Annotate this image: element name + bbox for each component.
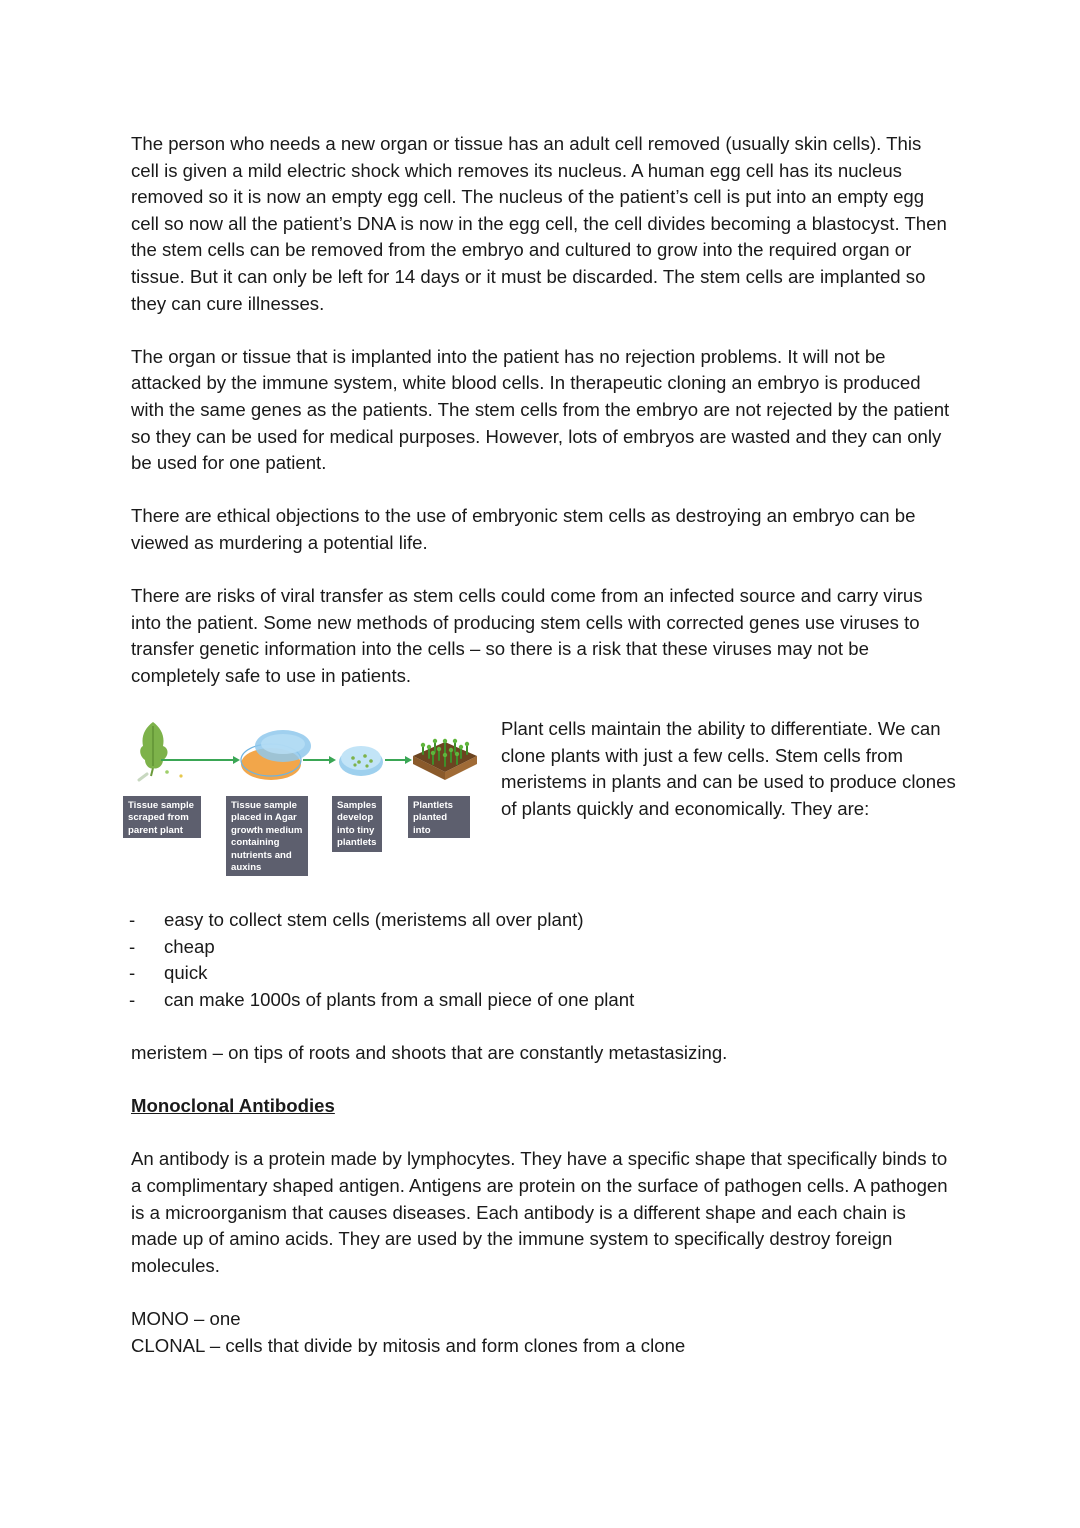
document-page: [128, 131, 956, 1359]
compost-tray-icon: [413, 739, 477, 780]
plant-cloning-illustration: [123, 716, 493, 796]
diagram-label-step-3: Samples develop into tiny plantlets: [332, 796, 382, 852]
paragraph-plant-cloning: Plant cells maintain the ability to differentiate. We can clone plants with just a few cells. Stem cells from meristems in plants and can be used to produce clones of plants quickly and economically. They are:: [501, 718, 956, 819]
bullet-dash: -: [129, 988, 136, 1010]
list-item: [131, 907, 951, 934]
list-item-text: cheap: [164, 935, 215, 957]
petri-dish-plantlets-icon: [339, 746, 383, 776]
list-item-text: quick: [164, 962, 208, 984]
meristem-definition: meristem – on tips of roots and shoots that are constantly metastasizing.: [131, 1042, 728, 1064]
paragraph-antibodies: An antibody is a protein made by lymphocytes. They have a specific shape that specifically binds to a complimentary shaped antigen. Antigens are protein on the surface of pathogen cells. A pathogen is a microorganism that causes diseases. Each antibody is a different shape and each chain is made up of amino acids. They are used by the immune system to specifically destroy foreign molecules.: [131, 1148, 948, 1276]
definition-mono: MONO – one: [131, 1307, 241, 1329]
bullet-dash: -: [129, 935, 136, 957]
paragraph-rejection: The organ or tissue that is implanted into the patient has no rejection problems. It will not be attacked by the immune system, white blood cells. In therapeutic cloning an embryo is produced with the same genes as the patients. The stem cells from the embryo are not rejected by the patient so they can be used for medical purposes. However, lots of embryos are wasted and they can only be used for one patient.: [131, 345, 950, 474]
plant-cloning-diagram: [123, 716, 493, 881]
plant-cloning-section: [128, 716, 956, 881]
diagram-label-step-1: Tissue sample scraped from parent plant: [123, 796, 201, 838]
list-item: [131, 934, 951, 961]
arrow-icon: [385, 756, 412, 764]
diagram-label-step-4: Plantlets planted into compost: [408, 796, 470, 838]
paragraph-ethical-objections: There are ethical objections to the use of embryonic stem cells as destroying an embryo can be viewed as murdering a potential life.: [131, 505, 916, 553]
paragraph-therapeutic-cloning: The person who needs a new organ or tissue has an adult cell removed (usually skin cells). This cell is given a mild electric shock which removes its nucleus. A human egg cell has its nucleus removed so it is now an empty egg cell. The nucleus of the patient’s cell is put into an empty egg cell so now all the patient’s DNA is now in the egg cell, the cell divides becoming a blastocyst. Then the stem cells can be removed from the embryo and cultured to grow into the required organ or tissue. But it can only be left for 14 days or it must be discarded. The stem cells are implanted so they can cure illnesses.: [131, 133, 947, 314]
bullet-dash: -: [129, 909, 136, 931]
list-item-text: easy to collect stem cells (meristems all over plant): [164, 909, 584, 931]
list-item: [131, 987, 951, 1014]
bullet-dash: -: [129, 962, 136, 984]
list-item: [131, 960, 951, 987]
section-heading-monoclonal-antibodies: Monoclonal Antibodies: [131, 1095, 335, 1117]
petri-dish-agar-icon: [241, 730, 311, 780]
list-item-text: can make 1000s of plants from a small piece of one plant: [164, 988, 635, 1010]
leaf-icon: [139, 722, 183, 780]
arrow-icon: [161, 756, 240, 764]
advantages-list: [131, 907, 951, 1013]
definition-clonal: CLONAL – cells that divide by mitosis and form clones from a clone: [131, 1334, 686, 1356]
arrow-icon: [303, 756, 336, 764]
diagram-label-step-2: Tissue sample placed in Agar growth medium containing nutrients and auxins: [226, 796, 308, 876]
paragraph-viral-transfer: There are risks of viral transfer as stem cells could come from an infected source and carry virus into the patient. Some new methods of producing stem cells with corrected genes use viruses to transfer genetic information into the cells – so there is a risk that these viruses may not be completely safe to use in patients.: [131, 585, 923, 686]
